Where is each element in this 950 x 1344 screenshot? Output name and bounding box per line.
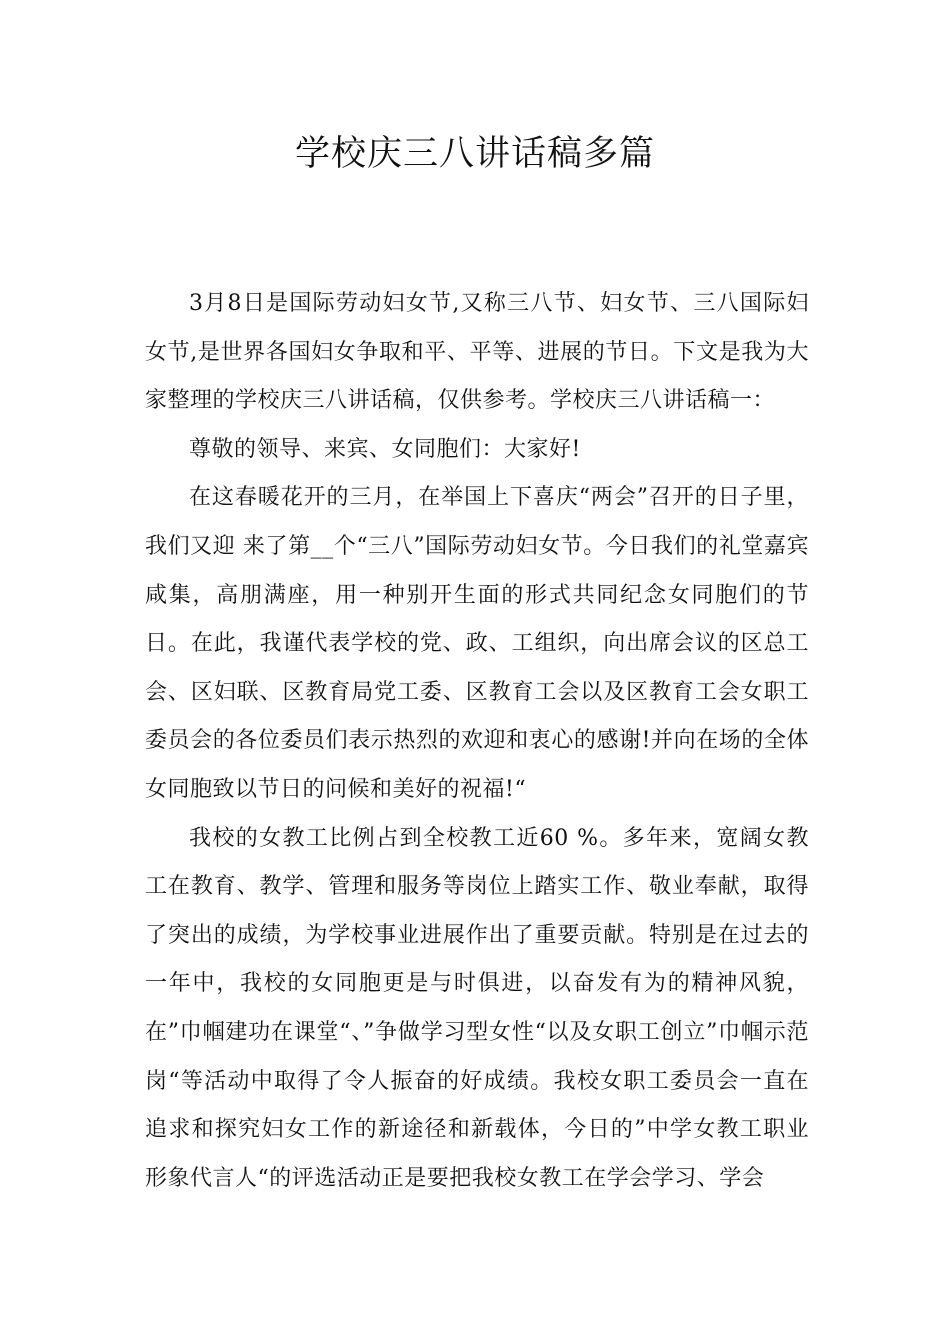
paragraph-greeting: 尊敬的领导、来宾、女同胞们：大家好!	[189, 436, 581, 462]
document-title: 学校庆三八讲话稿多篇	[294, 134, 655, 174]
paragraph-intro: 3月8日是国际劳动妇女节,又称三八节、妇女节、三八国际妇女节,是世界各国妇女争取和平、平等、进展的节日。下文是我为大家整理的学校庆三八讲话稿，仅供参考。学校庆三八讲话稿一：	[145, 291, 809, 414]
paragraph-welcome: 在这春暖花开的三月，在举国上下喜庆“两会”召开的日子里，我们又迎 来了第__个“三八”国际劳动妇女节。今日我们的礼堂嘉宾咸集，高朋满座，用一种别开生面的形式共同纪念女同胞们的节日。在此，我谨代表学校的党、政、工组织，向出席会议的区总工会、区妇联、区教育局党工委、区教育工会以及区教育工会女职工委员会的各位委员们表示热烈的欢迎和衷心的感谢!并向在场的全体女同胞致以节日的问候和美好的祝福!“	[145, 485, 809, 802]
paragraph-achievements: 我校的女教工比例占到全校教工近60 %。多年来，宽阔女教工在教育、教学、管理和服务等岗位上踏实工作、敬业奉献，取得了突出的成绩，为学校事业进展作出了重要贡献。特别是在过去的一年中，我校的女同胞更是与时俱进，以奋发有为的精神风貌，在”巾帼建功在课堂“、”争做学习型女性“以及女职工创立”巾帼示范岗“等活动中取得了令人振奋的好成绩。我校女职工委员会一直在追求和探究妇女工作的新途径和新载体，今日的”中学女教工职业形象代言人“的评选活动正是要把我校女教工在学会学习、学会	[145, 825, 809, 1191]
document-body	[145, 280, 809, 1203]
